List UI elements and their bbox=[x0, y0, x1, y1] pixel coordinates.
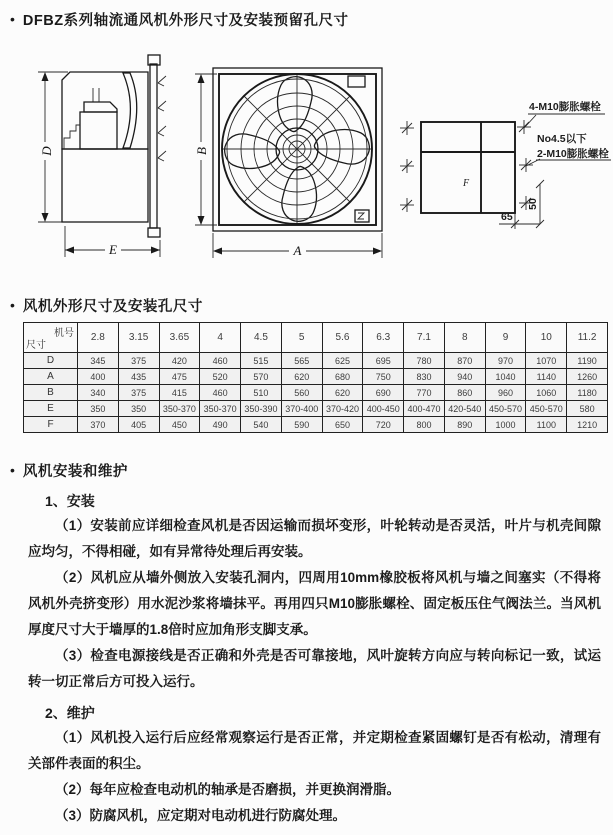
table-section-title: 风机外形尺寸及安装孔尺寸 bbox=[22, 298, 203, 315]
maintain-paragraph-2: （2）每年应检查电动机的轴承是否磨损，并更换润滑脂。 bbox=[55, 782, 401, 797]
install-paragraph-1: （1）安装前应详细检查风机是否因运输而损坏变形，叶轮转动是否灵活，叶片与机壳间隙应均匀，不得相碰，如有异常待处理后再安装。 bbox=[28, 518, 601, 559]
value-cell: 400-470 bbox=[404, 401, 445, 417]
value-cell: 350-390 bbox=[241, 401, 282, 417]
bullet-icon: • bbox=[10, 462, 15, 478]
value-cell: 890 bbox=[444, 417, 485, 433]
dim-label-e: E bbox=[109, 242, 117, 257]
value-cell: 375 bbox=[118, 353, 159, 369]
value-cell: 350 bbox=[78, 401, 119, 417]
value-cell: 340 bbox=[78, 385, 119, 401]
value-cell: 780 bbox=[404, 353, 445, 369]
value-cell: 565 bbox=[281, 353, 322, 369]
table-header-row bbox=[24, 323, 608, 353]
value-cell: 400-450 bbox=[363, 401, 404, 417]
value-cell: 540 bbox=[241, 417, 282, 433]
value-cell: 870 bbox=[444, 353, 485, 369]
value-cell: 435 bbox=[118, 369, 159, 385]
corner-top-label: 机号 bbox=[54, 328, 74, 339]
row-label: E bbox=[24, 401, 78, 417]
maintain-heading: 2、维护 bbox=[45, 705, 95, 721]
diagram-strip bbox=[0, 42, 613, 264]
install-heading: 1、安装 bbox=[45, 493, 95, 509]
dim-label-50: 50 bbox=[527, 198, 539, 210]
value-cell: 1000 bbox=[485, 417, 526, 433]
value-cell: 345 bbox=[78, 353, 119, 369]
install-section-title-row bbox=[0, 459, 613, 481]
value-cell: 490 bbox=[200, 417, 241, 433]
dim-label-65: 65 bbox=[501, 211, 513, 223]
value-cell: 680 bbox=[322, 369, 363, 385]
table-row bbox=[24, 353, 608, 369]
value-cell: 370-400 bbox=[281, 401, 322, 417]
dimension-table bbox=[23, 322, 608, 433]
row-label: D bbox=[24, 353, 78, 369]
col-header: 4 bbox=[200, 323, 241, 353]
col-header: 8 bbox=[444, 323, 485, 353]
col-header: 11.2 bbox=[567, 323, 608, 353]
side-view-diagram bbox=[20, 50, 200, 265]
value-cell: 570 bbox=[241, 369, 282, 385]
col-header: 9 bbox=[485, 323, 526, 353]
value-cell: 350 bbox=[118, 401, 159, 417]
value-cell: 940 bbox=[444, 369, 485, 385]
value-cell: 450-570 bbox=[526, 401, 567, 417]
value-cell: 400 bbox=[78, 369, 119, 385]
dim-label-f: F bbox=[463, 178, 470, 189]
bullet-icon: • bbox=[10, 297, 15, 313]
value-cell: 370-420 bbox=[322, 401, 363, 417]
value-cell: 620 bbox=[322, 385, 363, 401]
dim-label-a: A bbox=[293, 243, 302, 258]
corner-cell bbox=[24, 323, 78, 353]
doc-title: DFBZ系列轴流通风机外形尺寸及安装预留孔尺寸 bbox=[22, 12, 349, 29]
bolt2-label: 2-M10膨胀螺栓 bbox=[537, 148, 609, 160]
value-cell: 450 bbox=[159, 417, 200, 433]
install-section-title: 风机安装和维护 bbox=[22, 463, 128, 480]
col-header: 3.65 bbox=[159, 323, 200, 353]
corner-bottom-label: 尺寸 bbox=[26, 340, 46, 351]
value-cell: 420 bbox=[159, 353, 200, 369]
value-cell: 1040 bbox=[485, 369, 526, 385]
value-cell: 620 bbox=[281, 369, 322, 385]
value-cell: 415 bbox=[159, 385, 200, 401]
col-header: 10 bbox=[526, 323, 567, 353]
value-cell: 1190 bbox=[567, 353, 608, 369]
value-cell: 860 bbox=[444, 385, 485, 401]
install-paragraph-2: （2）风机应从墙外侧放入安装孔洞内，四周用10mm橡胶板将风机与墙之间塞实（不得将风机外壳挤变形）用水泥沙浆将墙抹平。再用四只M10膨胀螺栓、固定板压住气阀法兰。当风机厚度尺寸大于墙厚的1.8倍时应加角形支脚支承。 bbox=[28, 570, 601, 637]
table-row bbox=[24, 385, 608, 401]
value-cell: 1070 bbox=[526, 353, 567, 369]
value-cell: 970 bbox=[485, 353, 526, 369]
value-cell: 690 bbox=[363, 385, 404, 401]
value-cell: 460 bbox=[200, 353, 241, 369]
value-cell: 625 bbox=[322, 353, 363, 369]
value-cell: 515 bbox=[241, 353, 282, 369]
value-cell: 460 bbox=[200, 385, 241, 401]
maintain-paragraph-3: （3）防腐风机，应定期对电动机进行防腐处理。 bbox=[55, 808, 347, 823]
logo-stamp bbox=[355, 210, 369, 222]
value-cell: 475 bbox=[159, 369, 200, 385]
value-cell: 370 bbox=[78, 417, 119, 433]
col-header: 2.8 bbox=[78, 323, 119, 353]
value-cell: 1140 bbox=[526, 369, 567, 385]
front-view-diagram bbox=[193, 50, 393, 265]
table-section-title-row bbox=[0, 294, 613, 316]
value-cell: 1180 bbox=[567, 385, 608, 401]
col-header: 3.15 bbox=[118, 323, 159, 353]
bullet-icon: • bbox=[10, 11, 15, 27]
value-cell: 1260 bbox=[567, 369, 608, 385]
col-header: 5 bbox=[281, 323, 322, 353]
doc-title-row bbox=[0, 0, 613, 30]
row-label: B bbox=[24, 385, 78, 401]
nameplate bbox=[348, 76, 365, 87]
table-row bbox=[24, 417, 608, 433]
value-cell: 450-570 bbox=[485, 401, 526, 417]
value-cell: 350-370 bbox=[200, 401, 241, 417]
value-cell: 590 bbox=[281, 417, 322, 433]
row-label: A bbox=[24, 369, 78, 385]
value-cell: 580 bbox=[567, 401, 608, 417]
col-header: 4.5 bbox=[241, 323, 282, 353]
value-cell: 770 bbox=[404, 385, 445, 401]
bolt-marks-left bbox=[400, 121, 414, 212]
value-cell: 960 bbox=[485, 385, 526, 401]
value-cell: 405 bbox=[118, 417, 159, 433]
col-header: 5.6 bbox=[322, 323, 363, 353]
hole-view-diagram bbox=[395, 56, 613, 236]
install-paragraph-3: （3）检查电源接线是否正确和外壳是否可靠接地，风叶旋转方向应与转向标记一致，试运转一切正常后方可投入运行。 bbox=[28, 648, 601, 689]
bolt4-label: 4-M10膨胀螺栓 bbox=[529, 101, 601, 113]
col-header: 7.1 bbox=[404, 323, 445, 353]
value-cell: 750 bbox=[363, 369, 404, 385]
value-cell: 510 bbox=[241, 385, 282, 401]
table-row bbox=[24, 401, 608, 417]
dim-label-b: B bbox=[194, 147, 209, 155]
value-cell: 650 bbox=[322, 417, 363, 433]
value-cell: 695 bbox=[363, 353, 404, 369]
value-cell: 375 bbox=[118, 385, 159, 401]
value-cell: 1100 bbox=[526, 417, 567, 433]
value-cell: 1210 bbox=[567, 417, 608, 433]
value-cell: 560 bbox=[281, 385, 322, 401]
value-cell: 720 bbox=[363, 417, 404, 433]
value-cell: 420-540 bbox=[444, 401, 485, 417]
table-row bbox=[24, 369, 608, 385]
value-cell: 350-370 bbox=[159, 401, 200, 417]
value-cell: 520 bbox=[200, 369, 241, 385]
col-header: 6.3 bbox=[363, 323, 404, 353]
dim-label-d: D bbox=[39, 146, 54, 156]
value-cell: 800 bbox=[404, 417, 445, 433]
value-cell: 1060 bbox=[526, 385, 567, 401]
bolt-marks-right bbox=[517, 120, 533, 210]
no45-label: No4.5以下 bbox=[537, 133, 587, 145]
maintain-paragraph-1: （1）风机投入运行后应经常观察运行是否正常，并定期检查紧固螺钉是否有松动，清理有关部件表面的积尘。 bbox=[28, 730, 601, 771]
value-cell: 830 bbox=[404, 369, 445, 385]
row-label: F bbox=[24, 417, 78, 433]
